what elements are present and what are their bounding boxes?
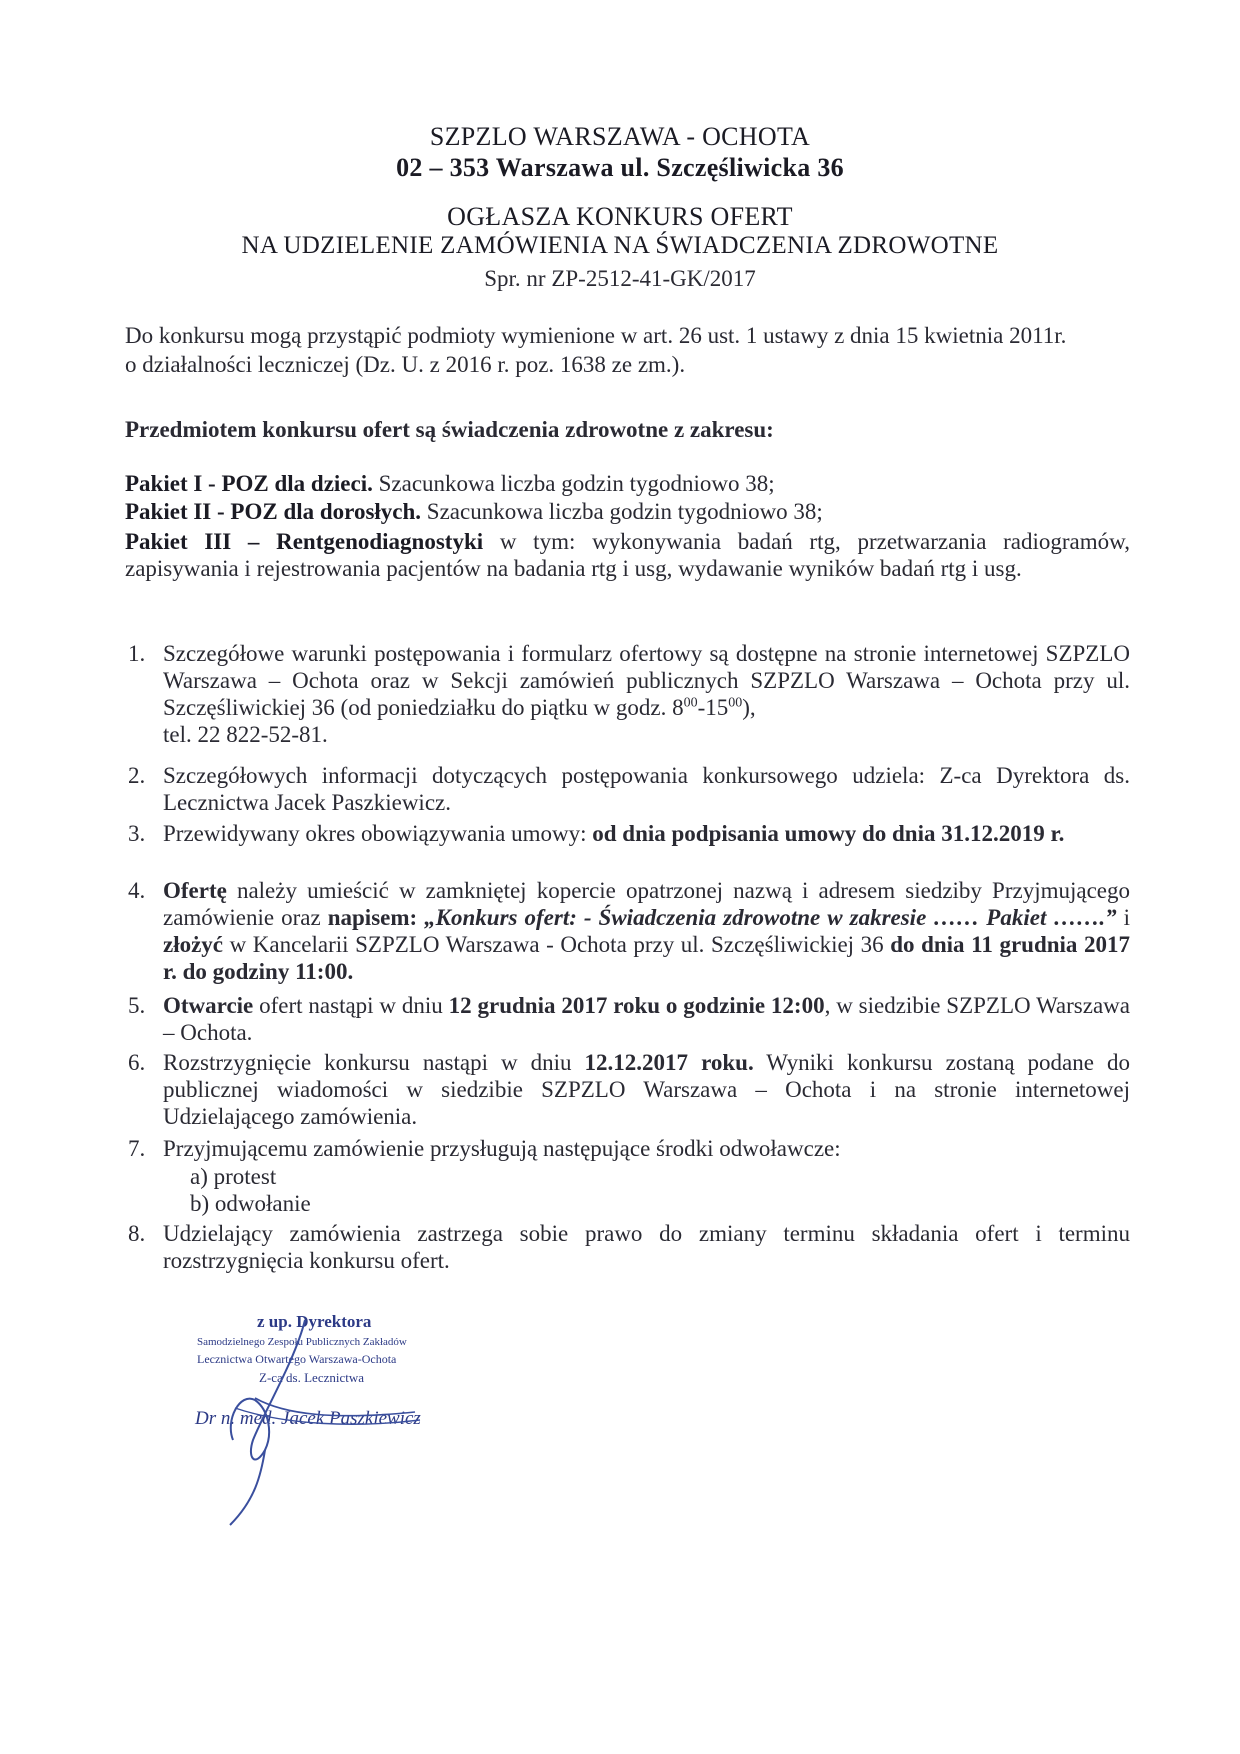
subject-heading: Przedmiotem konkursu ofert są świadczenia zdrowotne z zakresu: [125,417,774,442]
package-3 [125,528,1130,582]
list-item-5 [128,992,1130,1048]
list-item-1 [128,640,1130,750]
list-item-number: 8. [128,1221,146,1246]
handwritten-signature [195,1300,495,1530]
list-item-number: 4. [128,878,146,903]
package-1 [125,470,1130,497]
announce-subject: NA UDZIELENIE ZAMÓWIENIA NA ŚWIADCZENIA ZDROWOTNE [241,232,999,259]
list-item-number: 1. [128,641,146,666]
package-2 [125,498,1130,525]
case-reference: Spr. nr ZP-2512-41-GK/2017 [484,266,756,291]
list-item-number: 7. [128,1136,146,1161]
package-2-text: Szacunkowa liczba godzin tygodniowo 38; [421,499,823,524]
stamp-line-2: Lecznictwa Otwartego Warszawa-Ochota [197,1352,397,1366]
package-2-label: Pakiet II - POZ dla dorosłych. [125,499,422,524]
list-item-number: 2. [128,763,146,788]
list-item-text: Ofertę należy umieścić w zamkniętej kopercie opatrzonej nazwą i adresem siedziby Przyjmującego zamówienie oraz napisem: „Konkurs ofert: - Świadczenia zdrowotne w zakresie …… Pakiet …….” i złożyć w Kancelarii SZPZLO Warszawa - Ochota przy ul. Szczęśliwickiej 36 do dnia 11 grudnia 2017 r. do godziny 11:00. [163,878,1130,984]
package-1-text: Szacunkowa liczba godzin tygodniowo 38; [372,471,775,496]
list-item-6 [128,1049,1130,1133]
list-item-text: Otwarcie ofert nastąpi w dniu 12 grudnia 2017 roku o godzinie 12:00, w siedzibie SZPZLO Warszawa – Ochota. [163,993,1130,1045]
list-item-text: Rozstrzygnięcie konkursu nastąpi w dniu 12.12.2017 roku. Wyniki konkursu zostaną podane do publicznej wiadomości w siedzibie SZPZLO Warszawa – Ochota i na stronie internetowej Udzielającego zamówienia. [163,1050,1131,1129]
stamp-line-1: Samodzielnego Zespołu Publicznych Zakładów [197,1336,407,1348]
list-item-number: 3. [128,821,146,846]
package-1-label: Pakiet I - POZ dla dzieci. [125,471,373,496]
list-item-7 [128,1135,1130,1163]
list-item-text: Przewidywany okres obowiązywania umowy: od dnia podpisania umowy do dnia 31.12.2019 r. [163,821,1065,846]
list-item-text: Udzielający zamówienia zastrzega sobie prawo do zmiany terminu składania ofert i terminu rozstrzygnięcia konkursu ofert. [163,1221,1130,1273]
org-address: 02 – 353 Warszawa ul. Szczęśliwicka 36 [396,153,844,182]
list-item-4 [128,877,1130,989]
stamp-line-3: Z-ca ds. Lecznictwa [259,1370,365,1385]
org-name: SZPZLO WARSZAWA - OCHOTA [429,122,811,151]
remedy-protest: a) protest [190,1164,277,1189]
package-3-label: Pakiet III – Rentgenodiagnostyki [125,529,484,554]
intro-line-1: Do konkursu mogą przystąpić podmioty wymienione w art. 26 ust. 1 ustawy z dnia 15 kwietnia 2011r. [125,323,1067,348]
list-item-text: Szczegółowych informacji dotyczących postępowania konkursowego udziela: Z-ca Dyrektora ds. Lecznictwa Jacek Paszkiewicz. [163,763,1130,815]
stamp-signatory-name: Dr n. med. Jacek Paszkiewicz [195,1408,421,1429]
remedy-appeal: b) odwołanie [190,1191,311,1216]
stamp-title: z up. Dyrektora [257,1312,372,1331]
intro-line-2: o działalności leczniczej (Dz. U. z 2016 r. poz. 1638 ze zm.). [125,352,686,377]
list-item-2 [128,762,1130,818]
list-item-text: Przyjmującemu zamówienie przysługują następujące środki odwoławcze: [163,1136,841,1161]
list-item-number: 6. [128,1050,146,1075]
list-item-8 [128,1220,1130,1276]
list-item-number: 5. [128,993,146,1018]
package-3-text: w tym: wykonywania badań rtg, przetwarzania radiogramów, zapisywania i rejestrowania pacjentów na badania rtg i usg, wydawanie wyników badań rtg i usg. [125,529,1131,581]
list-item-3 [128,820,1130,876]
list-item-text: Szczegółowe warunki postępowania i formularz ofertowy są dostępne na stronie internetowej SZPZLO Warszawa – Ochota oraz w Sekcji zamówień publicznych SZPZLO Warszawa – Ochota przy ul. Szczęśliwickiej 36 (od poniedziałku do piątku w godz. $8^{00}-15^{00}$), tel. 22 822-52-81. [163,641,1130,747]
announce-title: OGŁASZA KONKURS OFERT [447,202,793,231]
